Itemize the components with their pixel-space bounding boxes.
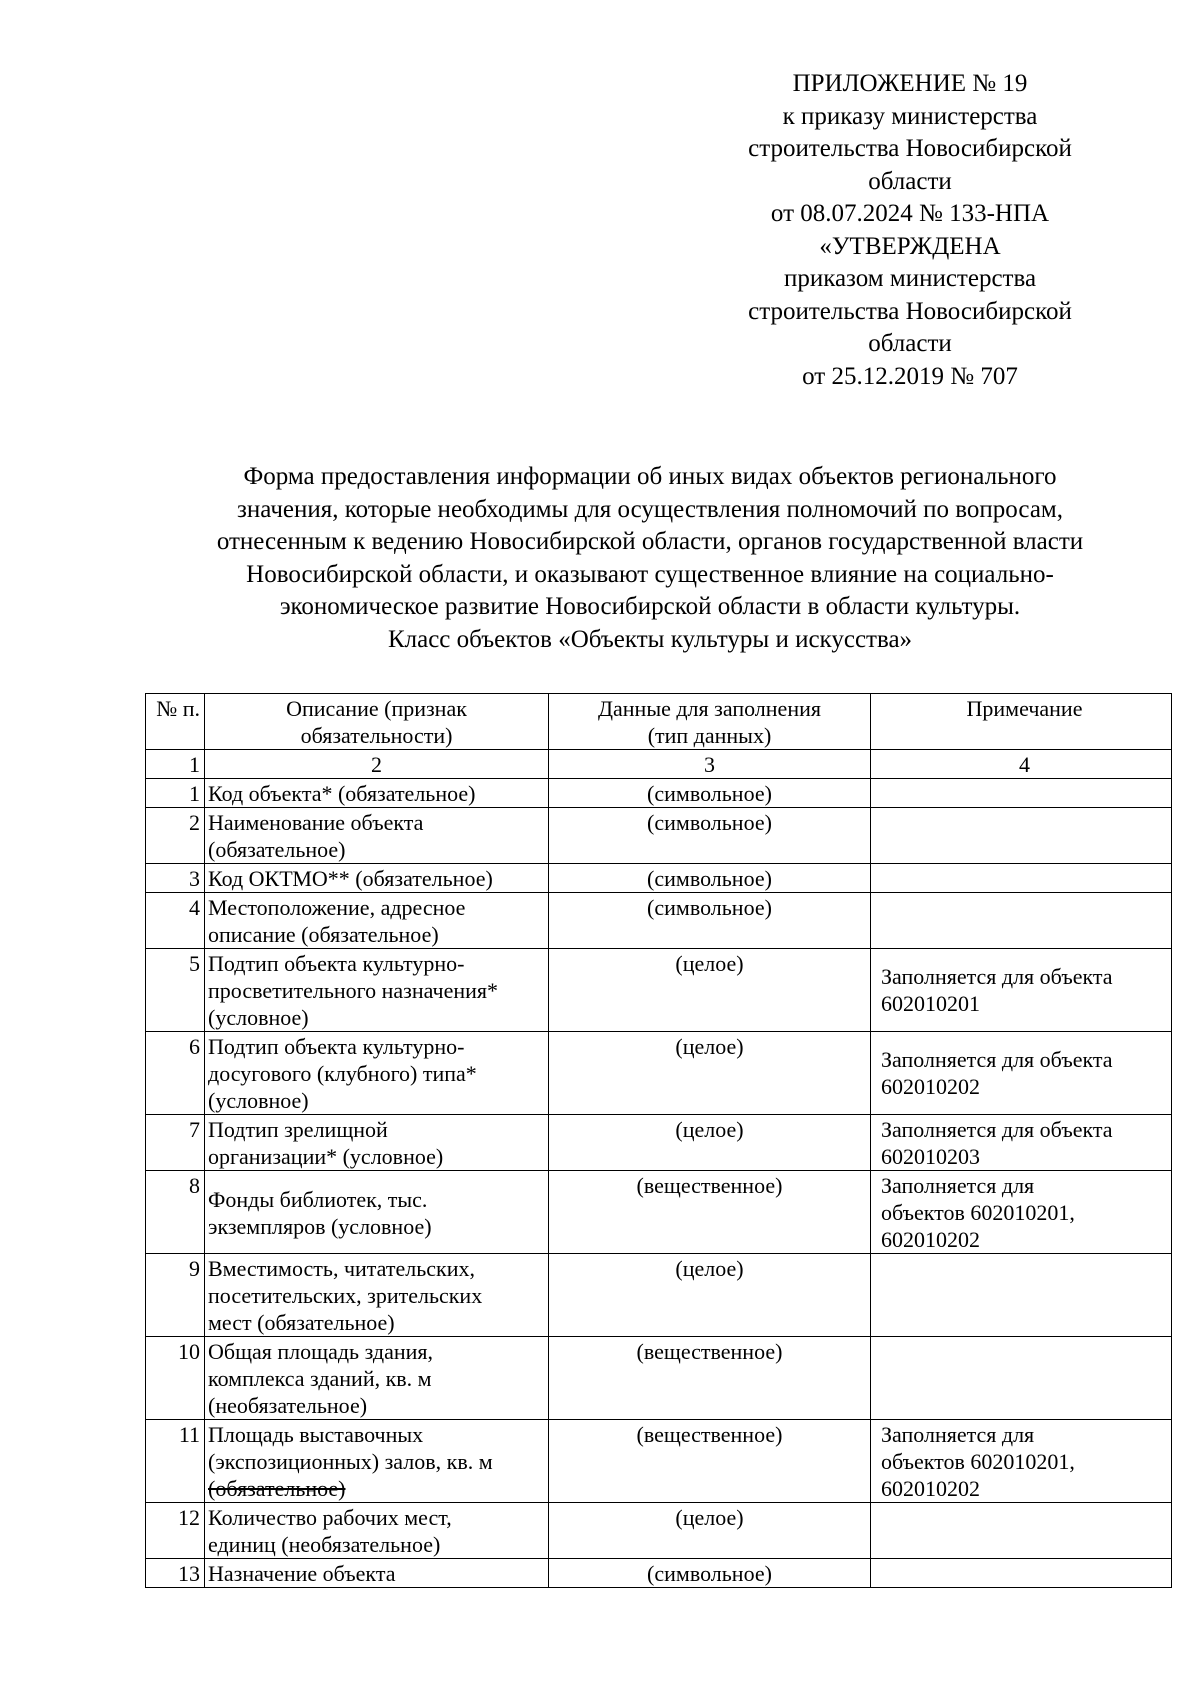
row-description-line: описание (обязательное) [208, 922, 439, 947]
row-data-type: (вещественное) [549, 1337, 871, 1420]
table-row [146, 864, 1172, 893]
row-description-text [208, 1116, 545, 1170]
row-note-line: Заполняется для объекта [881, 964, 1113, 989]
row-description-struck-line: (обязательное) [208, 1476, 346, 1501]
approval-line: области [868, 330, 952, 357]
row-number: 5 [146, 949, 205, 1032]
header-num-text: № п. [156, 696, 200, 721]
row-description-text [208, 1255, 545, 1336]
row-note-line: 602010201 [881, 991, 980, 1016]
row-note-line: Заполняется для [881, 1422, 1035, 1447]
row-note [871, 1559, 1172, 1588]
table-row [146, 1254, 1172, 1337]
row-data-type: (символьное) [549, 864, 871, 893]
header-description-line: обязательности) [300, 723, 453, 748]
row-description-line: Назначение объекта [208, 1561, 396, 1586]
row-description-text [208, 1560, 545, 1587]
row-description-line: Общая площадь здания, [208, 1339, 434, 1364]
row-description-line: просветительного назначения* [208, 978, 499, 1003]
row-description-text [208, 950, 545, 1031]
row-number: 12 [146, 1503, 205, 1559]
approval-line: строительства Новосибирской [748, 297, 1072, 325]
row-note-line: 602010202 [881, 1074, 980, 1099]
row-number: 3 [146, 864, 205, 893]
table-row [146, 1032, 1172, 1115]
form-title-line: отнесенным к ведению Новосибирской области, органов государственной власти [216, 528, 1084, 555]
row-description-text [208, 809, 545, 863]
row-note-line: Заполняется для объекта [881, 1047, 1113, 1072]
table-row [146, 779, 1172, 808]
row-description-line: мест (обязательное) [208, 1310, 395, 1335]
row-description-text [208, 1504, 545, 1558]
header-data [549, 694, 871, 750]
row-note [871, 1337, 1172, 1420]
header-note-text: Примечание [966, 696, 1083, 721]
row-description-line: посетительских, зрительских [208, 1283, 483, 1308]
row-description-line: (условное) [208, 1088, 309, 1113]
header-note [871, 694, 1172, 750]
row-description-line: Фонды библиотек, тыс. [208, 1187, 428, 1212]
table-row [146, 808, 1172, 864]
row-description [205, 864, 549, 893]
row-note-line: 602010203 [881, 1144, 980, 1169]
row-data-type: (символьное) [549, 779, 871, 808]
approval-line: от 25.12.2019 № 707 [802, 362, 1018, 390]
column-number: 4 [871, 750, 1172, 779]
header-data-line: (тип данных) [647, 723, 772, 748]
row-description [205, 1254, 549, 1337]
row-note-text [881, 950, 1168, 1017]
row-note-line: объектов 602010201, [881, 1200, 1075, 1225]
header-description-line: Описание (признак [286, 696, 467, 721]
row-note [871, 808, 1172, 864]
column-number: 2 [205, 750, 549, 779]
form-table-body [146, 694, 1172, 1588]
row-number: 1 [146, 779, 205, 808]
row-description-line: Подтип зрелищной [208, 1117, 388, 1142]
row-description-line: Площадь выставочных [208, 1422, 424, 1447]
approval-line: области [868, 167, 952, 195]
form-title-line: Новосибирской области, и оказывают существенное влияние на социально- [246, 560, 1054, 588]
row-number: 6 [146, 1032, 205, 1115]
row-description-text [208, 894, 545, 948]
form-title-line: Класс объектов «Объекты культуры и искусства» [387, 625, 913, 653]
approval-line: от 08.07.2024 № 133-НПА [770, 200, 1050, 227]
row-note [871, 1420, 1172, 1503]
row-description-line: (экспозиционных) залов, кв. м [208, 1449, 493, 1474]
row-description [205, 1171, 549, 1254]
row-description-line: Код ОКТМО** (обязательное) [208, 866, 493, 891]
row-note [871, 1254, 1172, 1337]
row-number: 8 [146, 1171, 205, 1254]
row-note-text [881, 1172, 1168, 1253]
header-description [205, 694, 549, 750]
row-data-type: (символьное) [549, 1559, 871, 1588]
row-description-line: (обязательное) [208, 837, 346, 862]
row-description-line: Подтип объекта культурно- [208, 951, 465, 976]
column-number: 3 [549, 750, 871, 779]
header-data-line: Данные для заполнения [598, 696, 821, 721]
row-description [205, 779, 549, 808]
row-number: 13 [146, 1559, 205, 1588]
form-table [145, 693, 1172, 1588]
row-note [871, 1032, 1172, 1115]
table-row [146, 1420, 1172, 1503]
row-data-type: (символьное) [549, 893, 871, 949]
row-note-text [881, 1421, 1168, 1502]
row-note-text [881, 1033, 1168, 1100]
table-row [146, 949, 1172, 1032]
row-note [871, 1503, 1172, 1559]
row-description-text [208, 1338, 545, 1419]
row-data-type: (вещественное) [549, 1171, 871, 1254]
table-row [146, 1503, 1172, 1559]
column-number: 1 [146, 750, 205, 779]
row-number: 10 [146, 1337, 205, 1420]
row-number: 7 [146, 1115, 205, 1171]
row-description-line: комплекса зданий, кв. м [208, 1366, 432, 1391]
row-data-type: (целое) [549, 1115, 871, 1171]
row-data-type: (целое) [549, 949, 871, 1032]
row-number: 11 [146, 1420, 205, 1503]
row-description-line: Местоположение, адресное [208, 895, 466, 920]
row-description [205, 1503, 549, 1559]
row-description-text [208, 1033, 545, 1114]
row-note [871, 1171, 1172, 1254]
row-description [205, 949, 549, 1032]
row-note [871, 779, 1172, 808]
row-description-line: Код объекта* (обязательное) [208, 781, 476, 806]
row-description [205, 893, 549, 949]
row-note [871, 864, 1172, 893]
form-title [60, 461, 1200, 656]
row-data-type: (целое) [549, 1503, 871, 1559]
table-row [146, 893, 1172, 949]
row-note [871, 949, 1172, 1032]
row-description-line: экземпляров (условное) [208, 1214, 432, 1239]
row-note-line: 602010202 [881, 1227, 980, 1252]
row-description-line: Количество рабочих мест, [208, 1505, 452, 1530]
table-row [146, 1559, 1172, 1588]
table-row [146, 1171, 1172, 1254]
row-description-text [208, 865, 545, 892]
row-description [205, 1032, 549, 1115]
row-data-type: (вещественное) [549, 1420, 871, 1503]
approval-line: к приказу министерства [782, 102, 1038, 130]
row-description-line: Наименование объекта [208, 810, 424, 835]
row-description-line: Подтип объекта культурно- [208, 1034, 465, 1059]
row-number: 4 [146, 893, 205, 949]
row-description [205, 808, 549, 864]
row-note [871, 893, 1172, 949]
row-note-line: 602010202 [881, 1476, 980, 1501]
row-note-line: Заполняется для [881, 1173, 1035, 1198]
table-row [146, 1337, 1172, 1420]
row-description [205, 1559, 549, 1588]
approval-line: строительства Новосибирской [748, 135, 1072, 162]
row-description-text [208, 1172, 545, 1240]
row-description-text [208, 780, 545, 807]
approval-line: ПРИЛОЖЕНИЕ № 19 [792, 70, 1028, 97]
row-description [205, 1337, 549, 1420]
approval-block [720, 68, 1100, 393]
row-data-type: (символьное) [549, 808, 871, 864]
header-num [146, 694, 205, 750]
row-note-line: Заполняется для объекта [881, 1117, 1113, 1142]
row-description-line: Вместимость, читательских, [208, 1256, 475, 1281]
row-note [871, 1115, 1172, 1171]
row-description-text [208, 1421, 545, 1502]
approval-line: «УТВЕРЖДЕНА [819, 232, 1001, 260]
row-description [205, 1420, 549, 1503]
row-description [205, 1115, 549, 1171]
row-data-type: (целое) [549, 1032, 871, 1115]
row-number: 9 [146, 1254, 205, 1337]
approval-line: приказом министерства [783, 265, 1037, 292]
row-description-line: единиц (необязательное) [208, 1532, 441, 1557]
form-title-line: экономическое развитие Новосибирской области в области культуры. [279, 593, 1021, 620]
column-number-row [146, 750, 1172, 779]
row-description-line: организации* (условное) [208, 1144, 444, 1169]
row-note-text [881, 1116, 1168, 1170]
row-number: 2 [146, 808, 205, 864]
table-header-row [146, 694, 1172, 750]
row-description-line: досугового (клубного) типа* [208, 1061, 477, 1086]
row-data-type: (целое) [549, 1254, 871, 1337]
table-row [146, 1115, 1172, 1171]
row-note-line: объектов 602010201, [881, 1449, 1075, 1474]
form-title-line: Форма предоставления информации об иных видах объектов регионального [243, 463, 1057, 490]
row-description-line: (условное) [208, 1005, 309, 1030]
form-title-line: значения, которые необходимы для осуществления полномочий по вопросам, [237, 495, 1063, 523]
row-description-line: (необязательное) [208, 1393, 368, 1418]
